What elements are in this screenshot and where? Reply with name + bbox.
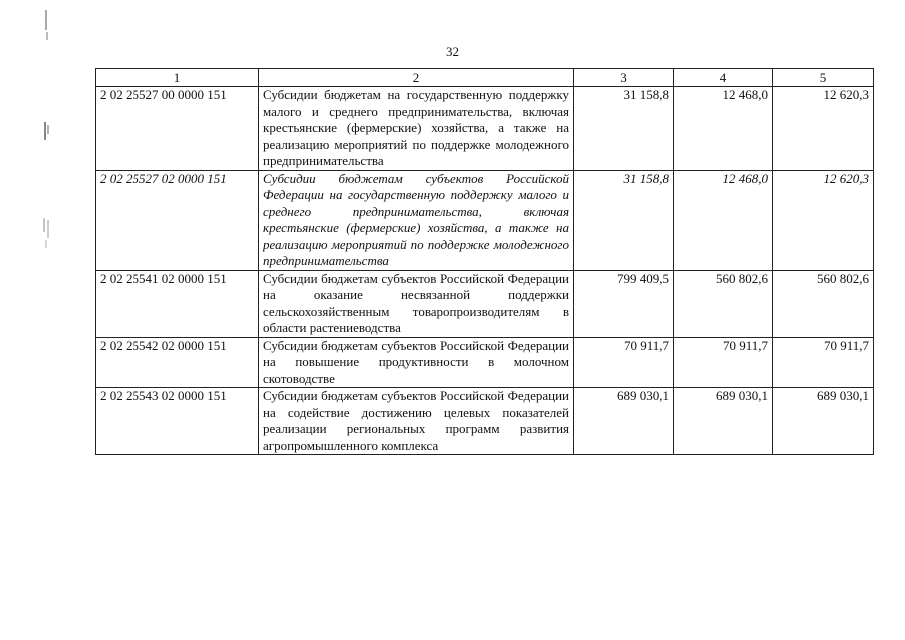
table-row xyxy=(96,170,874,270)
budget-code: 2 02 25542 02 0000 151 xyxy=(96,337,259,388)
budget-table xyxy=(95,68,874,455)
column-header-4: 4 xyxy=(674,69,773,87)
column-header-5: 5 xyxy=(773,69,874,87)
amount-col5: 12 620,3 xyxy=(773,87,874,171)
amount-col3: 689 030,1 xyxy=(574,388,674,455)
amount-col4: 560 802,6 xyxy=(674,270,773,337)
subsidy-description: Субсидии бюджетам на государственную поддержку малого и среднего предпринимательства, включая крестьянские (фермерские) хозяйства, а также на реализацию мероприятий по поддержке молодежного предпринимательства xyxy=(259,87,574,171)
table-row xyxy=(96,270,874,337)
page-number: 32 xyxy=(446,44,459,59)
scan-artifact-marks xyxy=(40,0,54,260)
table-header xyxy=(96,69,874,87)
amount-col3: 799 409,5 xyxy=(574,270,674,337)
amount-col5: 689 030,1 xyxy=(773,388,874,455)
subsidy-description: Субсидии бюджетам субъектов Российской Федерации на повышение продуктивности в молочном скотоводстве xyxy=(259,337,574,388)
amount-col5: 70 911,7 xyxy=(773,337,874,388)
column-header-1: 1 xyxy=(96,69,259,87)
budget-code: 2 02 25527 02 0000 151 xyxy=(96,170,259,270)
table-row xyxy=(96,337,874,388)
amount-col4: 70 911,7 xyxy=(674,337,773,388)
amount-col3: 31 158,8 xyxy=(574,87,674,171)
amount-col3: 70 911,7 xyxy=(574,337,674,388)
budget-code: 2 02 25541 02 0000 151 xyxy=(96,270,259,337)
column-header-2: 2 xyxy=(259,69,574,87)
amount-col5: 12 620,3 xyxy=(773,170,874,270)
amount-col4: 12 468,0 xyxy=(674,87,773,171)
column-header-3: 3 xyxy=(574,69,674,87)
amount-col3: 31 158,8 xyxy=(574,170,674,270)
table-row xyxy=(96,388,874,455)
header-row xyxy=(96,69,874,87)
budget-code: 2 02 25543 02 0000 151 xyxy=(96,388,259,455)
table-body xyxy=(96,87,874,455)
amount-col4: 689 030,1 xyxy=(674,388,773,455)
subsidy-description: Субсидии бюджетам субъектов Российской Федерации на государственную поддержку малого и среднего предпринимательства, включая крестьянские (фермерские) хозяйства, а также на реализацию мероприятий по поддержке молодежного предпринимательства xyxy=(259,170,574,270)
table-row xyxy=(96,87,874,171)
amount-col4: 12 468,0 xyxy=(674,170,773,270)
subsidy-description: Субсидии бюджетам субъектов Российской Федерации на оказание несвязанной поддержки сельскохозяйственным товаропроизводителям в области растениеводства xyxy=(259,270,574,337)
amount-col5: 560 802,6 xyxy=(773,270,874,337)
subsidy-description: Субсидии бюджетам субъектов Российской Федерации на содействие достижению целевых показателей реализации региональных программ развития агропромышленного комплекса xyxy=(259,388,574,455)
budget-code: 2 02 25527 00 0000 151 xyxy=(96,87,259,171)
